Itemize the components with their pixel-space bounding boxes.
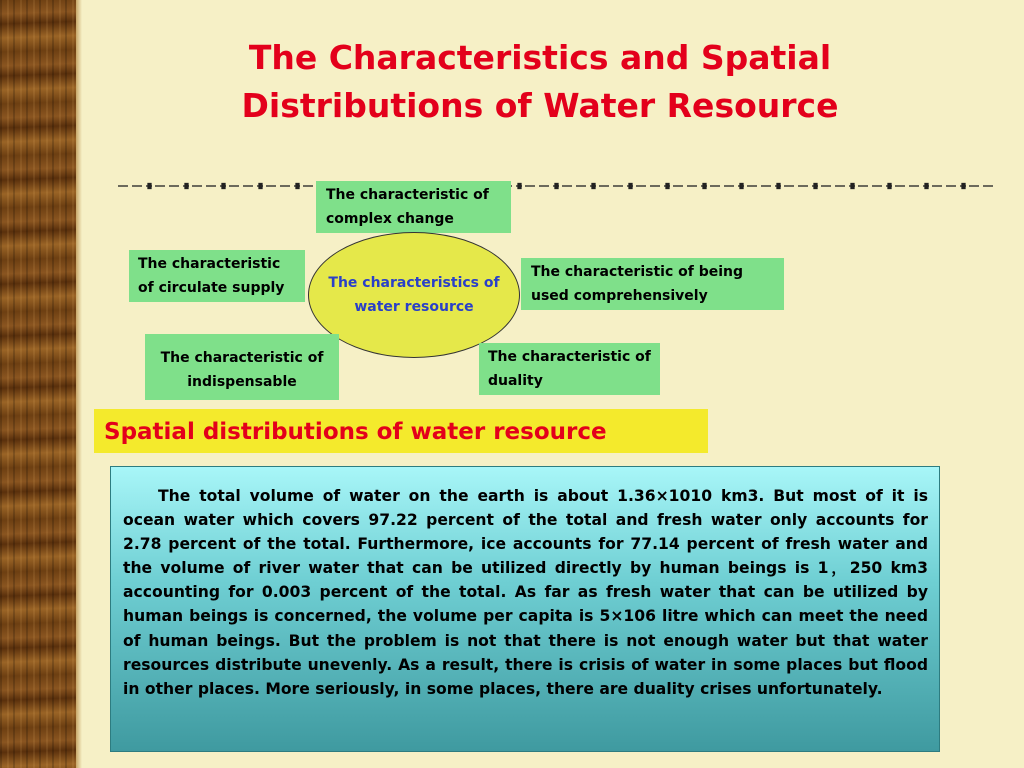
center-ellipse — [308, 232, 520, 358]
wood-border-decoration — [0, 0, 79, 768]
center-label: The characteristics of water resource — [328, 275, 500, 315]
body-paragraph: The total volume of water on the earth is about 1.36×1010 km3. But most of it is ocean water which covers 97.22 percent of the total and fresh water only accounts for 2.78 percent of the total. Furthermore, ice accounts for 77.14 percent of fresh water and the volume of river water that can be utilized directly by human beings is 1，250 km3 accounting for 0.003 percent of the total. As far as fresh water that can be utilized by human beings is concerned, the volume per capita is 5×106 litre which can meet the need of human beings. But the problem is not that there is not enough water but that water resources distribute unevenly. As a result, there is crisis of water in some places but flood in other places. More seriously, in some places, there are duality crises unfortunately. — [123, 487, 928, 698]
characteristic-used-comprehensively: The characteristic of being used comprehensively — [521, 258, 784, 310]
body-text-box — [110, 466, 940, 752]
characteristic-indispensable: The characteristic of indispensable — [145, 334, 339, 400]
slide-title: The Characteristics and Spatial Distributions of Water Resource — [241, 38, 839, 125]
characteristic-complex-change: The characteristic of complex change — [316, 181, 511, 233]
dashed-divider — [118, 176, 993, 196]
section-subheading: Spatial distributions of water resource — [94, 409, 708, 453]
wood-border-edge — [76, 0, 82, 768]
characteristic-circulate-supply: The characteristic of circulate supply — [129, 250, 305, 302]
characteristic-duality: The characteristic of duality — [479, 343, 660, 395]
